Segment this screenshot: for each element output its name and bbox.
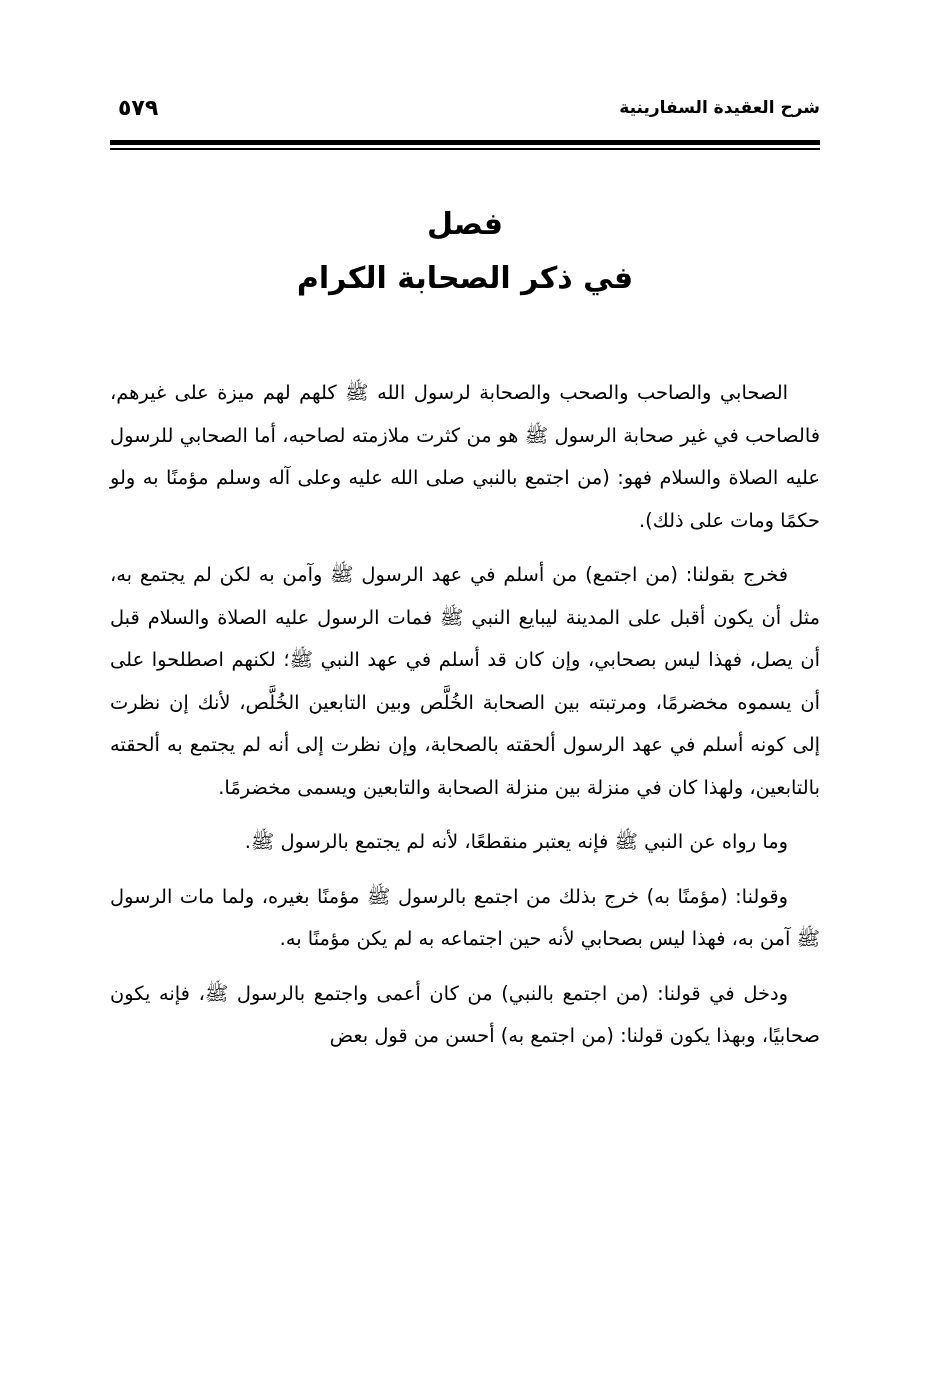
paragraph: وقولنا: (مؤمنًا به) خرج بذلك من اجتمع بالرسول ﷺ مؤمنًا بغيره، ولما مات الرسول ﷺ آمن به، فهذا ليس بصحابي لأنه حين اجتماعه به لم يكن مؤمنًا به.: [110, 884, 820, 950]
chapter-heading: [110, 198, 820, 306]
paragraph: ودخل في قولنا: (من اجتمع بالنبي) من كان أعمى واجتمع بالرسول ﷺ، فإنه يكون صحابيًا، وبهذا يكون قولنا: (من اجتمع به) أحسن من قول بعض: [110, 981, 820, 1047]
chapter-subtitle: في ذكر الصحابة الكرام: [296, 261, 634, 296]
page-number: ٥٧٩: [118, 96, 159, 121]
paragraph: فخرج بقولنا: (من اجتمع) من أسلم في عهد الرسول ﷺ وآمن به لكن لم يجتمع به، مثل أن يكون أقبل على المدينة ليبايع النبي ﷺ فمات الرسول عليه الصلاة والسلام قبل أن يصل، فهذا ليس بصحابي، وإن كان قد أسلم في عهد النبي ﷺ؛ لكنهم اصطلحوا على أن يسموه مخضرمًا، ومرتبته بين الصحابة الخُلَّص وبين التابعين الخُلَّص، لأنك إن نظرت إلى كونه أسلم في عهد الرسول ألحقته بالصحابة، وإن نظرت إلى أنه لم يجتمع به ألحقته بالتابعين، ولهذا كان في منزلة بين منزلة الصحابة والتابعين ويسمى مخضرمًا.: [110, 563, 820, 799]
header-rule: [110, 140, 820, 150]
running-header: [110, 96, 820, 136]
paragraph: الصحابي والصاحب والصحب والصحابة لرسول الله ﷺ كلهم لهم ميزة على غيرهم، فالصاحب في غير صحابة الرسول ﷺ هو من كثرت ملازمته لصاحبه، أما الصحابي للرسول عليه الصلاة والسلام فهو: (من اجتمع بالنبي صلى الله عليه وعلى آله وسلم مؤمنًا به ولو حكمًا ومات على ذلك).: [110, 381, 820, 532]
book-page: [110, 96, 820, 1070]
header-rule-thin: [110, 148, 820, 150]
paragraph: وما رواه عن النبي ﷺ فإنه يعتبر منقطعًا، لأنه لم يجتمع بالرسول ﷺ.: [244, 830, 788, 853]
chapter-title: فصل: [427, 207, 503, 242]
body-text: [110, 372, 820, 1058]
header-rule-thick: [110, 140, 820, 145]
book-title: شرح العقيدة السفارينية: [619, 98, 820, 118]
